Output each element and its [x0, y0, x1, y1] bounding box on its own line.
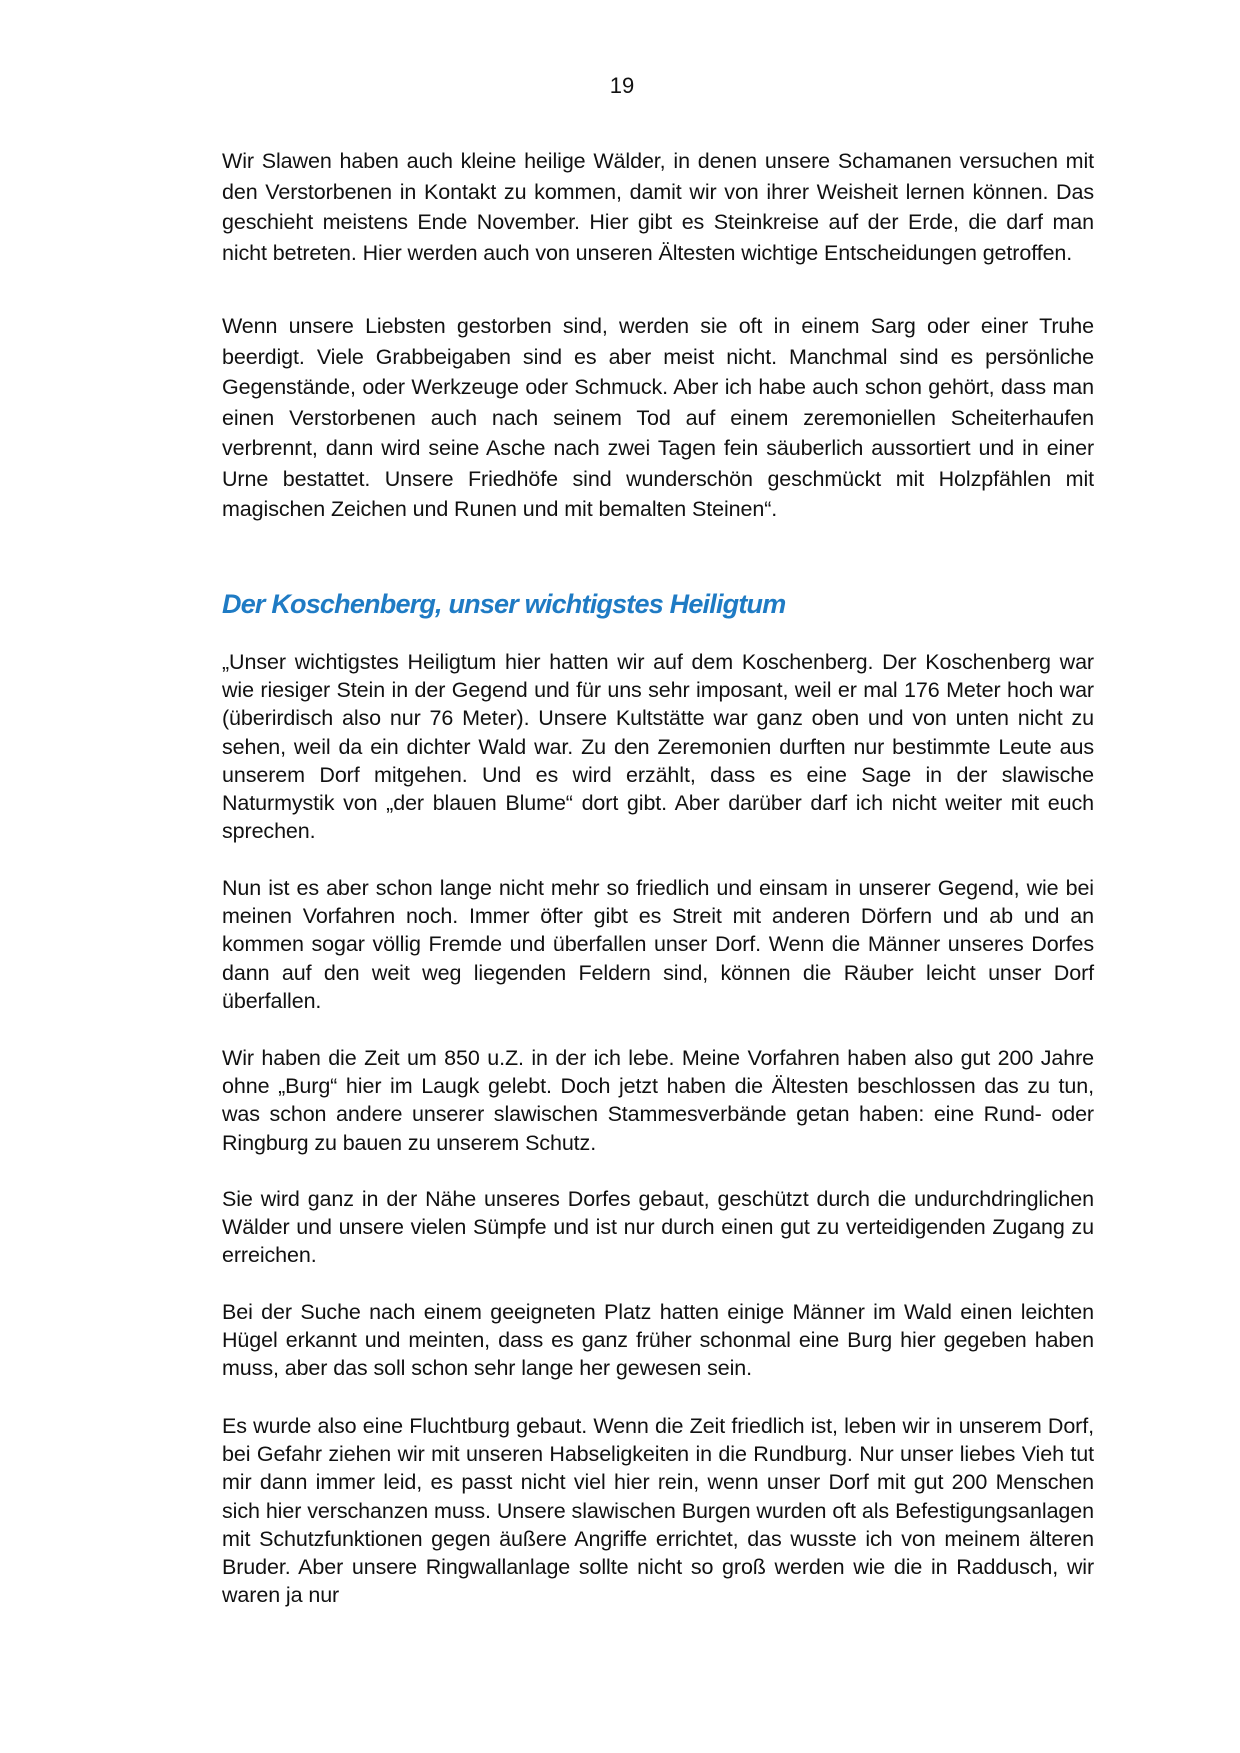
paragraph: Es wurde also eine Fluchtburg gebaut. Wenn die Zeit friedlich ist, leben wir in unserem Dorf, bei Gefahr ziehen wir mit unseren Habseligkeiten in die Rundburg. Nur unser liebes Vieh tut mir dann immer leid, es passt nicht viel hier rein, wenn unser Dorf mit gut 200 Menschen sich hier verschanzen muss. Unsere slawischen Burgen wurden oft als Befestigungsanlagen mit Schutzfunktionen gegen äußere Angriffe errichtet, das wusste ich von meinem älteren Bruder. Aber unsere Ringwallanlage sollte nicht so groß werden wie die in Raddusch, wir waren ja nur	[222, 1414, 1094, 1608]
paragraph: Wir haben die Zeit um 850 u.Z. in der ich lebe. Meine Vorfahren haben also gut 200 Jahre ohne „Burg“ hier im Laugk gelebt. Doch jetzt haben die Ältesten beschlossen das zu tun, was schon andere unserer slawischen Stammesverbände getan haben: eine Rund- oder Ringburg zu bauen zu unserem Schutz.	[222, 1046, 1094, 1155]
paragraph: „Unser wichtigstes Heiligtum hier hatten wir auf dem Koschenberg. Der Koschenberg war wie riesiger Stein in der Gegend und für uns sehr imposant, weil er mal 176 Meter hoch war (überirdisch also nur 76 Meter). Unsere Kultstätte war ganz oben und von unten nicht zu sehen, weil da ein dichter Wald war. Zu den Zeremonien durften nur bestimmte Leute aus unserem Dorf mitgehen. Und es wird erzählt, dass es eine Sage in der slawische Naturmystik von „der blauen Blume“ dort gibt. Aber darüber darf ich nicht weiter mit euch sprechen.	[222, 650, 1094, 844]
paragraph-koschenberg	[222, 648, 1094, 845]
paragraph: Nun ist es aber schon lange nicht mehr so friedlich und einsam in unserer Gegend, wie bei meinen Vorfahren noch. Immer öfter gibt es Streit mit anderen Dörfern und ab und an kommen sogar völlig Fremde und überfallen unser Dorf. Wenn die Männer unseres Dorfes dann auf den weit weg liegenden Feldern sind, können die Räuber leicht unser Dorf überfallen.	[222, 876, 1094, 1013]
paragraph-sacred-forests	[222, 146, 1094, 268]
paragraph-era	[222, 1044, 1094, 1157]
paragraph-unrest	[222, 874, 1094, 1015]
paragraph: Bei der Suche nach einem geeigneten Platz hatten einige Männer im Wald einen leichten Hügel erkannt und meinten, dass es ganz früher schonmal eine Burg hier gegeben haben muss, aber das soll schon sehr lange her gewesen sein.	[222, 1300, 1094, 1381]
paragraph: Sie wird ganz in der Nähe unseres Dorfes gebaut, geschützt durch die undurchdringlichen Wälder und unsere vielen Sümpfe und ist nur durch einen gut zu verteidigenden Zugang zu erreichen.	[222, 1187, 1094, 1268]
paragraph: Wenn unsere Liebsten gestorben sind, werden sie oft in einem Sarg oder einer Truhe beerdigt. Viele Grabbeigaben sind es aber meist nicht. Manchmal sind es persönliche Gegenstände, oder Werkzeuge oder Schmuck. Aber ich habe auch schon gehört, dass man einen Verstorbenen auch nach seinem Tod auf einem zeremoniellen Scheiterhaufen verbrennt, dann wird seine Asche nach zwei Tagen fein säuberlich aussortiert und in einer Urne bestattet. Unsere Friedhöfe sind wunderschön geschmückt mit Holzpfählen mit magischen Zeichen und Runen und mit bemalten Steinen“.	[222, 314, 1094, 521]
page-number: 19	[609, 73, 635, 98]
paragraph-burials	[222, 311, 1094, 525]
paragraph-location	[222, 1185, 1094, 1270]
paragraph: Wir Slawen haben auch kleine heilige Wälder, in denen unsere Schamanen versuchen mit den Verstorbenen in Kontakt zu kommen, damit wir von ihrer Weisheit lernen können. Das geschieht meistens Ende November. Hier gibt es Steinkreise auf der Erde, die darf man nicht betreten. Hier werden auch von unseren Ältesten wichtige Entscheidungen getroffen.	[222, 149, 1094, 265]
paragraph-fluchtburg	[222, 1412, 1094, 1609]
section-heading: Der Koschenberg, unser wichtigstes Heiligtum	[222, 589, 786, 619]
paragraph-search	[222, 1298, 1094, 1383]
